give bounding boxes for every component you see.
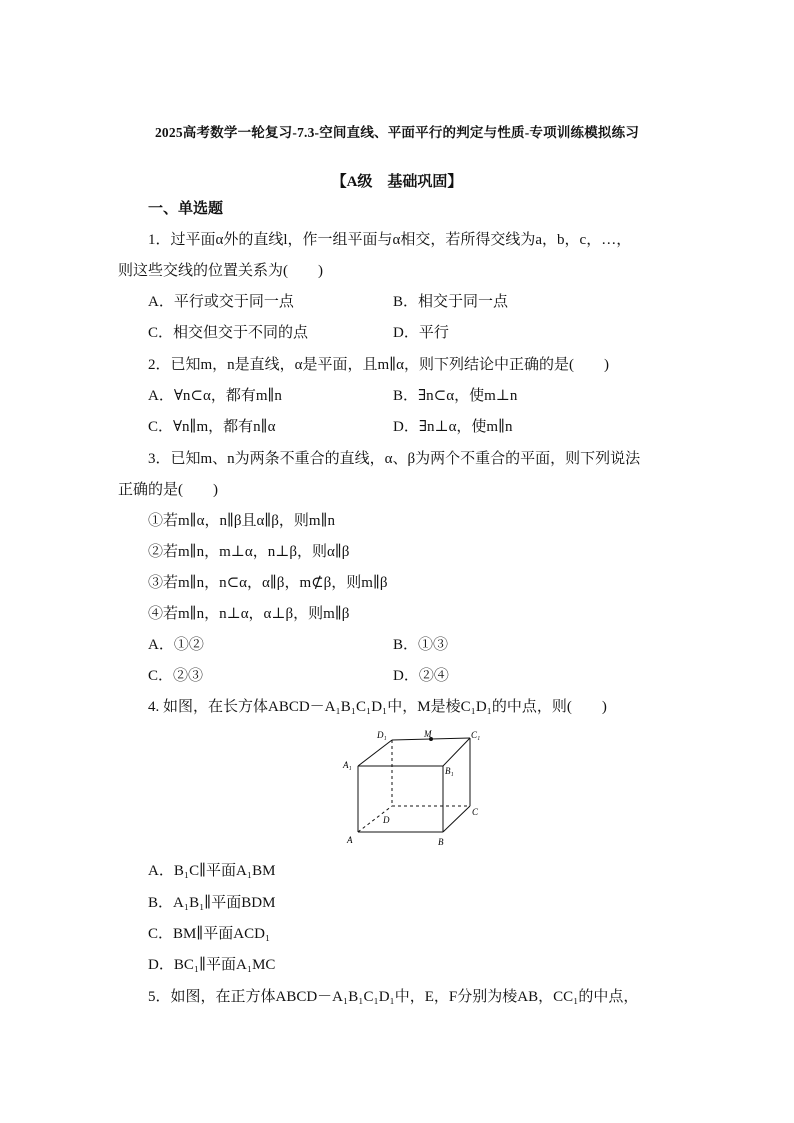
label-m: M [424, 729, 432, 739]
q3-statement-4: ④若m∥n，n⊥α，α⊥β，则m∥β [148, 606, 350, 622]
q1-option-b: B．相交于同一点 [393, 294, 509, 310]
q3-stem-line2: 正确的是( ) [118, 482, 218, 498]
q2-option-b: B．∃n⊂α，使m⊥n [393, 388, 518, 404]
q3-statement-3: ③若m∥n，n⊂α，α∥β，m⊄β，则m∥β [148, 575, 388, 591]
q3-statement-2: ②若m∥n，m⊥α，n⊥β，则α∥β [148, 544, 350, 560]
label-b1: B₁ [445, 766, 454, 776]
label-c1: C₁ [471, 730, 481, 740]
q4-option-b: B．A₁B₁∥平面BDM [148, 895, 276, 911]
cuboid-figure [335, 726, 485, 852]
q4-stem: 4. 如图，在长方体ABCD－A₁B₁C₁D₁中，M是棱C₁D₁的中点，则( ) [148, 699, 607, 715]
q1-option-a: A．平行或交于同一点 [148, 294, 294, 310]
q2-option-a: A．∀n⊂α，都有m∥n [148, 388, 282, 404]
q1-stem-line2: 则这些交线的位置关系为( ) [118, 263, 323, 279]
level-heading: 【A级 基础巩固】 [331, 174, 463, 190]
q3-statement-1: ①若m∥α，n∥β且α∥β，则m∥n [148, 513, 336, 529]
document-title: 2025高考数学一轮复习-7.3-空间直线、平面平行的判定与性质-专项训练模拟练习 [154, 125, 640, 140]
q4-option-c: C．BM∥平面ACD₁ [148, 926, 271, 942]
q3-option-a: A．①② [148, 637, 204, 653]
q2-option-c: C．∀n∥m，都有n∥α [148, 419, 276, 435]
q1-stem-line1: 1．过平面α外的直线l，作一组平面与α相交，若所得交线为a，b，c，…， [148, 232, 632, 248]
q3-option-d: D．②④ [393, 668, 449, 684]
q1-option-d: D．平行 [393, 325, 449, 341]
q4-option-a: A．B₁C∥平面A₁BM [148, 863, 276, 879]
q3-option-b: B．①③ [393, 637, 449, 653]
label-a1: A₁ [343, 760, 352, 770]
label-d: D [383, 815, 390, 825]
q3-option-c: C．②③ [148, 668, 204, 684]
q1-option-c: C．相交但交于不同的点 [148, 325, 309, 341]
q2-stem: 2．已知m，n是直线，α是平面，且m∥α，则下列结论中正确的是( ) [148, 357, 609, 373]
q4-option-d: D．BC₁∥平面A₁MC [148, 957, 276, 973]
label-d1: D₁ [377, 730, 387, 740]
q2-option-d: D．∃n⊥α，使m∥n [393, 419, 513, 435]
q5-stem: 5．如图，在正方体ABCD－A₁B₁C₁D₁中，E，F分别为棱AB，CC₁的中点， [148, 989, 639, 1005]
edge-b-c [443, 806, 470, 832]
edge-b1-c1 [443, 738, 470, 766]
label-b: B [438, 837, 444, 847]
q3-stem-line1: 3．已知m、n为两条不重合的直线，α、β为两个不重合的平面，则下列说法 [148, 451, 641, 467]
section-heading: 一、单选题 [148, 201, 224, 217]
label-c: C [472, 807, 479, 817]
edge-a1-d1 [358, 740, 392, 766]
label-a: A [347, 835, 353, 845]
